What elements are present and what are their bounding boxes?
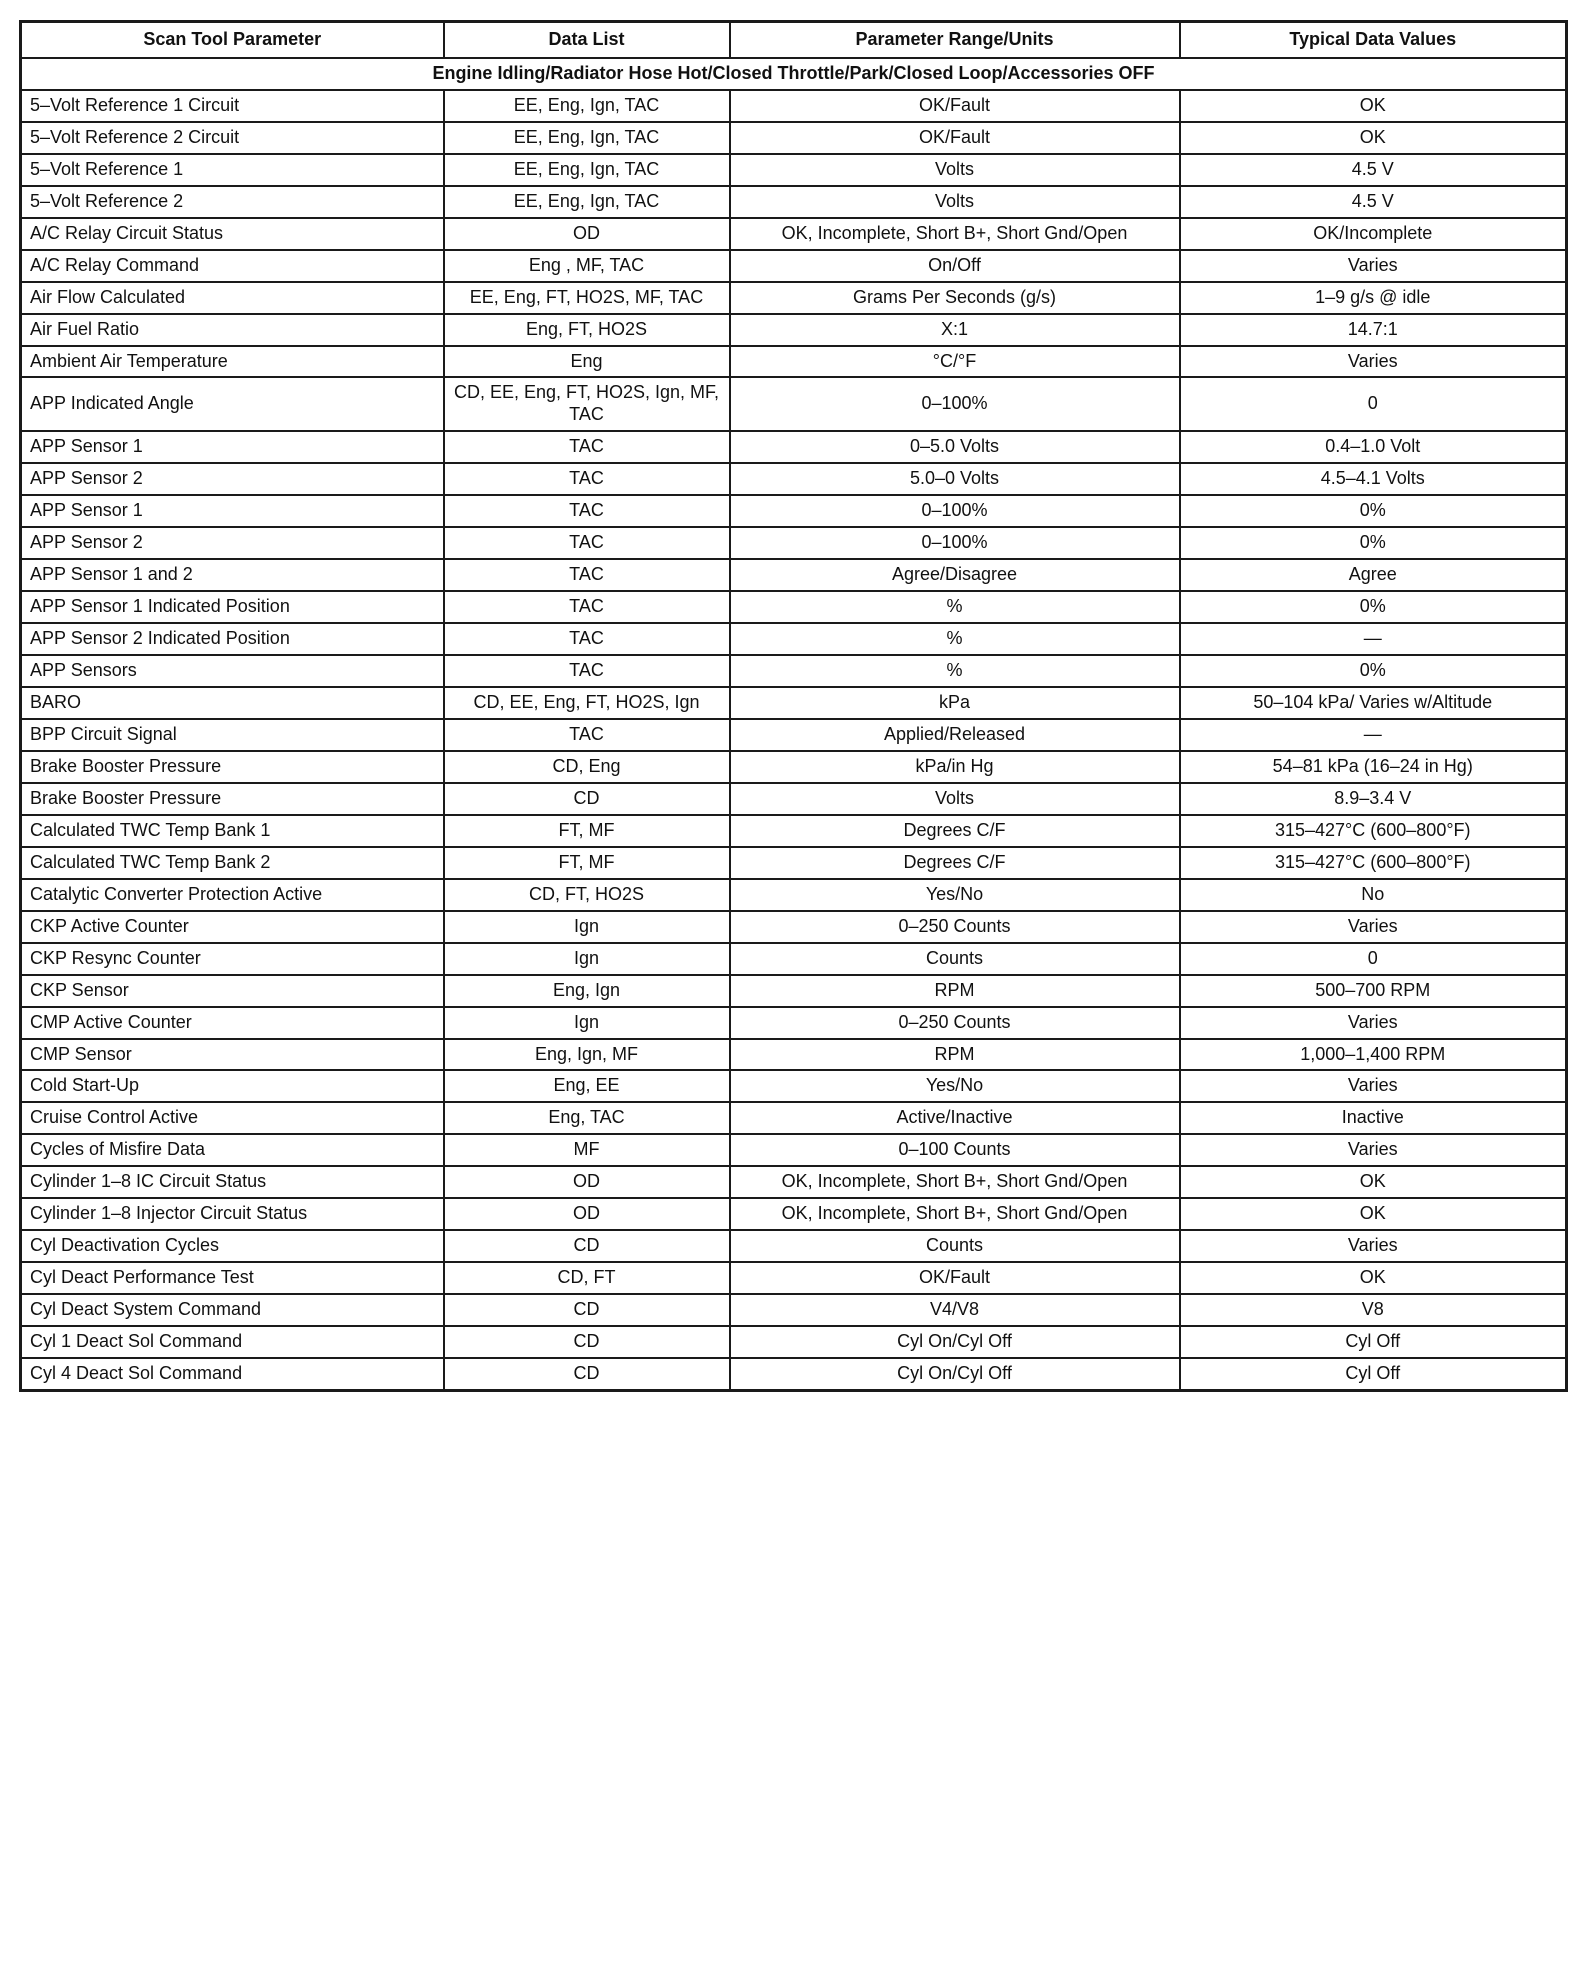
range-units-cell: RPM: [730, 1039, 1180, 1071]
range-units-cell: 0–250 Counts: [730, 1007, 1180, 1039]
range-units-cell: 0–100 Counts: [730, 1134, 1180, 1166]
typical-value-cell: 0%: [1180, 655, 1567, 687]
table-row: [21, 1070, 1567, 1102]
data-list-cell: MF: [444, 1134, 730, 1166]
range-units-cell: Counts: [730, 1230, 1180, 1262]
typical-value-cell: OK: [1180, 1262, 1567, 1294]
typical-value-cell: 0.4–1.0 Volt: [1180, 431, 1567, 463]
parameter-cell: A/C Relay Command: [21, 250, 444, 282]
table-row: [21, 250, 1567, 282]
parameter-cell: Brake Booster Pressure: [21, 783, 444, 815]
table-row: [21, 943, 1567, 975]
data-list-cell: Eng, Ign: [444, 975, 730, 1007]
range-units-cell: Volts: [730, 154, 1180, 186]
range-units-cell: On/Off: [730, 250, 1180, 282]
typical-value-cell: No: [1180, 879, 1567, 911]
typical-value-cell: 4.5 V: [1180, 154, 1567, 186]
data-list-cell: Eng , MF, TAC: [444, 250, 730, 282]
table-row: [21, 591, 1567, 623]
range-units-cell: 0–100%: [730, 495, 1180, 527]
range-units-cell: OK/Fault: [730, 1262, 1180, 1294]
data-list-cell: CD, EE, Eng, FT, HO2S, Ign, MF, TAC: [444, 377, 730, 431]
typical-value-cell: OK: [1180, 90, 1567, 122]
table-row: [21, 623, 1567, 655]
typical-value-cell: 0: [1180, 943, 1567, 975]
data-list-cell: TAC: [444, 431, 730, 463]
parameter-cell: APP Indicated Angle: [21, 377, 444, 431]
parameter-cell: Air Fuel Ratio: [21, 314, 444, 346]
data-list-cell: OD: [444, 1198, 730, 1230]
data-list-cell: Eng, TAC: [444, 1102, 730, 1134]
table-row: [21, 527, 1567, 559]
parameter-cell: CMP Sensor: [21, 1039, 444, 1071]
parameter-cell: APP Sensor 1: [21, 431, 444, 463]
table-body: [21, 90, 1567, 1391]
range-units-cell: Cyl On/Cyl Off: [730, 1326, 1180, 1358]
typical-value-cell: 0%: [1180, 495, 1567, 527]
table-row: [21, 90, 1567, 122]
range-units-cell: OK, Incomplete, Short B+, Short Gnd/Open: [730, 1198, 1180, 1230]
typical-value-cell: 54–81 kPa (16–24 in Hg): [1180, 751, 1567, 783]
parameter-cell: 5–Volt Reference 2: [21, 186, 444, 218]
typical-value-cell: OK/Incomplete: [1180, 218, 1567, 250]
table-row: [21, 186, 1567, 218]
table-row: [21, 1102, 1567, 1134]
table-row: [21, 346, 1567, 378]
range-units-cell: Yes/No: [730, 1070, 1180, 1102]
typical-value-cell: 1,000–1,400 RPM: [1180, 1039, 1567, 1071]
range-units-cell: 0–5.0 Volts: [730, 431, 1180, 463]
range-units-cell: OK, Incomplete, Short B+, Short Gnd/Open: [730, 218, 1180, 250]
typical-value-cell: Varies: [1180, 1007, 1567, 1039]
typical-value-cell: V8: [1180, 1294, 1567, 1326]
data-list-cell: TAC: [444, 495, 730, 527]
parameter-cell: APP Sensor 2: [21, 527, 444, 559]
range-units-cell: Volts: [730, 186, 1180, 218]
data-list-cell: Eng, EE: [444, 1070, 730, 1102]
data-list-cell: TAC: [444, 719, 730, 751]
range-units-cell: °C/°F: [730, 346, 1180, 378]
parameter-cell: Cycles of Misfire Data: [21, 1134, 444, 1166]
table-row: [21, 218, 1567, 250]
parameter-cell: APP Sensor 1: [21, 495, 444, 527]
data-list-cell: Ign: [444, 943, 730, 975]
parameter-cell: CKP Resync Counter: [21, 943, 444, 975]
parameter-cell: Cyl Deactivation Cycles: [21, 1230, 444, 1262]
data-list-cell: EE, Eng, Ign, TAC: [444, 122, 730, 154]
typical-value-cell: OK: [1180, 122, 1567, 154]
data-list-cell: CD, Eng: [444, 751, 730, 783]
typical-value-cell: 315–427°C (600–800°F): [1180, 815, 1567, 847]
typical-value-cell: OK: [1180, 1198, 1567, 1230]
typical-value-cell: 1–9 g/s @ idle: [1180, 282, 1567, 314]
table-row: [21, 314, 1567, 346]
condition-header-row: [21, 58, 1567, 90]
typical-value-cell: Varies: [1180, 250, 1567, 282]
table-row: [21, 1358, 1567, 1390]
data-list-cell: OD: [444, 218, 730, 250]
range-units-cell: OK, Incomplete, Short B+, Short Gnd/Open: [730, 1166, 1180, 1198]
table-row: [21, 1134, 1567, 1166]
typical-value-cell: Varies: [1180, 346, 1567, 378]
range-units-cell: kPa: [730, 687, 1180, 719]
typical-value-cell: 0: [1180, 377, 1567, 431]
typical-value-cell: 315–427°C (600–800°F): [1180, 847, 1567, 879]
typical-value-cell: 50–104 kPa/ Varies w/Altitude: [1180, 687, 1567, 719]
range-units-cell: Agree/Disagree: [730, 559, 1180, 591]
parameter-cell: APP Sensor 2 Indicated Position: [21, 623, 444, 655]
range-units-cell: %: [730, 591, 1180, 623]
typical-value-cell: —: [1180, 719, 1567, 751]
range-units-cell: OK/Fault: [730, 90, 1180, 122]
typical-value-cell: 8.9–3.4 V: [1180, 783, 1567, 815]
table-row: [21, 154, 1567, 186]
parameter-cell: Cylinder 1–8 IC Circuit Status: [21, 1166, 444, 1198]
range-units-cell: Applied/Released: [730, 719, 1180, 751]
parameter-cell: Brake Booster Pressure: [21, 751, 444, 783]
data-list-cell: Eng, FT, HO2S: [444, 314, 730, 346]
range-units-cell: V4/V8: [730, 1294, 1180, 1326]
table-row: [21, 1294, 1567, 1326]
data-list-cell: EE, Eng, Ign, TAC: [444, 90, 730, 122]
table-row: [21, 751, 1567, 783]
range-units-cell: Cyl On/Cyl Off: [730, 1358, 1180, 1390]
data-list-cell: EE, Eng, FT, HO2S, MF, TAC: [444, 282, 730, 314]
condition-header: Engine Idling/Radiator Hose Hot/Closed Throttle/Park/Closed Loop/Accessories OFF: [21, 58, 1567, 90]
data-list-cell: CD: [444, 1326, 730, 1358]
column-header-scan-tool-parameter: Scan Tool Parameter: [21, 22, 444, 58]
column-header-row: [21, 22, 1567, 58]
range-units-cell: Active/Inactive: [730, 1102, 1180, 1134]
data-list-cell: FT, MF: [444, 847, 730, 879]
data-list-cell: CD: [444, 783, 730, 815]
data-list-cell: EE, Eng, Ign, TAC: [444, 186, 730, 218]
table-row: [21, 377, 1567, 431]
parameter-cell: Calculated TWC Temp Bank 2: [21, 847, 444, 879]
table-row: [21, 687, 1567, 719]
parameter-cell: 5–Volt Reference 2 Circuit: [21, 122, 444, 154]
range-units-cell: Volts: [730, 783, 1180, 815]
typical-value-cell: Varies: [1180, 1134, 1567, 1166]
range-units-cell: %: [730, 623, 1180, 655]
typical-value-cell: Varies: [1180, 1230, 1567, 1262]
table-row: [21, 1230, 1567, 1262]
table-row: [21, 655, 1567, 687]
table-row: [21, 815, 1567, 847]
range-units-cell: OK/Fault: [730, 122, 1180, 154]
data-list-cell: Eng: [444, 346, 730, 378]
table-row: [21, 1326, 1567, 1358]
table-row: [21, 495, 1567, 527]
typical-value-cell: Varies: [1180, 911, 1567, 943]
table-row: [21, 122, 1567, 154]
typical-value-cell: OK: [1180, 1166, 1567, 1198]
table-row: [21, 847, 1567, 879]
typical-value-cell: 4.5–4.1 Volts: [1180, 463, 1567, 495]
parameter-cell: Ambient Air Temperature: [21, 346, 444, 378]
table-row: [21, 463, 1567, 495]
parameter-cell: 5–Volt Reference 1: [21, 154, 444, 186]
parameter-cell: Cyl Deact System Command: [21, 1294, 444, 1326]
table-row: [21, 1007, 1567, 1039]
range-units-cell: kPa/in Hg: [730, 751, 1180, 783]
data-list-cell: CD: [444, 1230, 730, 1262]
parameter-cell: Air Flow Calculated: [21, 282, 444, 314]
column-header-parameter-range-units: Parameter Range/Units: [730, 22, 1180, 58]
data-list-cell: CD, FT: [444, 1262, 730, 1294]
data-list-cell: TAC: [444, 655, 730, 687]
parameter-cell: Cyl 4 Deact Sol Command: [21, 1358, 444, 1390]
typical-value-cell: Inactive: [1180, 1102, 1567, 1134]
parameter-cell: APP Sensor 2: [21, 463, 444, 495]
range-units-cell: 5.0–0 Volts: [730, 463, 1180, 495]
data-list-cell: Ign: [444, 911, 730, 943]
data-list-cell: Ign: [444, 1007, 730, 1039]
range-units-cell: RPM: [730, 975, 1180, 1007]
table-row: [21, 1262, 1567, 1294]
data-list-cell: TAC: [444, 527, 730, 559]
range-units-cell: X:1: [730, 314, 1180, 346]
range-units-cell: Degrees C/F: [730, 847, 1180, 879]
table-row: [21, 559, 1567, 591]
table-row: [21, 1039, 1567, 1071]
parameter-cell: Cold Start-Up: [21, 1070, 444, 1102]
column-header-data-list: Data List: [444, 22, 730, 58]
parameter-cell: Cruise Control Active: [21, 1102, 444, 1134]
parameter-cell: APP Sensor 1 Indicated Position: [21, 591, 444, 623]
data-list-cell: OD: [444, 1166, 730, 1198]
table-row: [21, 975, 1567, 1007]
range-units-cell: Counts: [730, 943, 1180, 975]
typical-value-cell: Cyl Off: [1180, 1358, 1567, 1390]
parameter-cell: CKP Active Counter: [21, 911, 444, 943]
range-units-cell: 0–250 Counts: [730, 911, 1180, 943]
table-row: [21, 783, 1567, 815]
data-list-cell: Eng, Ign, MF: [444, 1039, 730, 1071]
table-row: [21, 1166, 1567, 1198]
range-units-cell: 0–100%: [730, 377, 1180, 431]
data-list-cell: CD: [444, 1294, 730, 1326]
parameter-cell: BPP Circuit Signal: [21, 719, 444, 751]
typical-value-cell: 0%: [1180, 527, 1567, 559]
range-units-cell: Degrees C/F: [730, 815, 1180, 847]
parameter-cell: 5–Volt Reference 1 Circuit: [21, 90, 444, 122]
data-list-cell: TAC: [444, 559, 730, 591]
typical-value-cell: —: [1180, 623, 1567, 655]
typical-value-cell: 500–700 RPM: [1180, 975, 1567, 1007]
scan-tool-parameter-table: [19, 20, 1568, 1392]
parameter-cell: Cyl Deact Performance Test: [21, 1262, 444, 1294]
parameter-cell: CMP Active Counter: [21, 1007, 444, 1039]
parameter-cell: BARO: [21, 687, 444, 719]
range-units-cell: 0–100%: [730, 527, 1180, 559]
range-units-cell: Grams Per Seconds (g/s): [730, 282, 1180, 314]
data-list-cell: TAC: [444, 591, 730, 623]
table-row: [21, 282, 1567, 314]
column-header-typical-data-values: Typical Data Values: [1180, 22, 1567, 58]
typical-value-cell: 0%: [1180, 591, 1567, 623]
parameter-cell: A/C Relay Circuit Status: [21, 218, 444, 250]
table-row: [21, 719, 1567, 751]
data-list-cell: CD: [444, 1358, 730, 1390]
table-row: [21, 431, 1567, 463]
data-list-cell: CD, EE, Eng, FT, HO2S, Ign: [444, 687, 730, 719]
typical-value-cell: 4.5 V: [1180, 186, 1567, 218]
typical-value-cell: 14.7:1: [1180, 314, 1567, 346]
data-list-cell: TAC: [444, 623, 730, 655]
parameter-cell: Cylinder 1–8 Injector Circuit Status: [21, 1198, 444, 1230]
range-units-cell: %: [730, 655, 1180, 687]
parameter-cell: Calculated TWC Temp Bank 1: [21, 815, 444, 847]
table-row: [21, 911, 1567, 943]
parameter-cell: Cyl 1 Deact Sol Command: [21, 1326, 444, 1358]
table-row: [21, 879, 1567, 911]
data-list-cell: TAC: [444, 463, 730, 495]
parameter-cell: APP Sensor 1 and 2: [21, 559, 444, 591]
parameter-cell: APP Sensors: [21, 655, 444, 687]
typical-value-cell: Agree: [1180, 559, 1567, 591]
parameter-cell: Catalytic Converter Protection Active: [21, 879, 444, 911]
typical-value-cell: Cyl Off: [1180, 1326, 1567, 1358]
data-list-cell: EE, Eng, Ign, TAC: [444, 154, 730, 186]
range-units-cell: Yes/No: [730, 879, 1180, 911]
data-list-cell: FT, MF: [444, 815, 730, 847]
typical-value-cell: Varies: [1180, 1070, 1567, 1102]
data-list-cell: CD, FT, HO2S: [444, 879, 730, 911]
parameter-cell: CKP Sensor: [21, 975, 444, 1007]
table-row: [21, 1198, 1567, 1230]
